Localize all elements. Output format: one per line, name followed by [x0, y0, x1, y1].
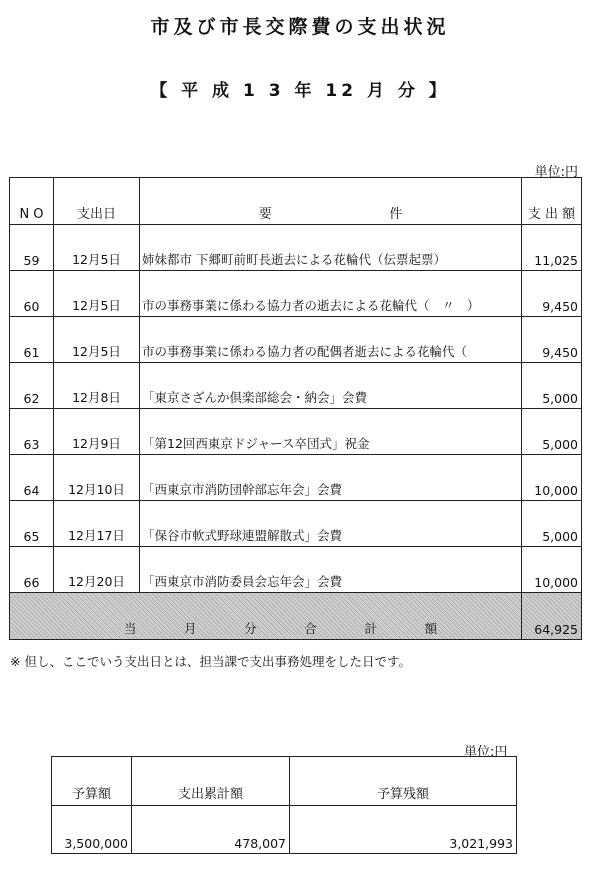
budget-value-row: [52, 806, 517, 854]
row-no: 59: [10, 225, 54, 271]
row-date: 12月17日: [54, 501, 140, 547]
total-label: [10, 593, 522, 640]
row-amount: 11,025: [522, 225, 582, 271]
row-no: 61: [10, 317, 54, 363]
total-row: [10, 593, 582, 640]
total-label-char: 額: [424, 621, 438, 636]
budget-header-budget: 予算額: [52, 757, 132, 806]
header-description-char-2: 件: [389, 207, 403, 222]
budget-table: [51, 756, 517, 854]
header-amount: 支 出 額: [522, 178, 582, 225]
remaining-value: 3,021,993: [290, 806, 517, 854]
total-label-char: 当: [123, 621, 137, 636]
budget-header-cumulative: 支出累計額: [132, 757, 290, 806]
row-amount: 9,450: [522, 271, 582, 317]
table-row: [10, 225, 582, 271]
row-description: 「西東京市消防団幹部忘年会」会費: [140, 455, 522, 501]
row-date: 12月9日: [54, 409, 140, 455]
row-amount: 5,000: [522, 409, 582, 455]
budget-unit-label: 単位:円: [464, 745, 508, 760]
header-date: 支出日: [54, 178, 140, 225]
row-date: 12月5日: [54, 271, 140, 317]
header-description-char-1: 要: [258, 207, 272, 222]
row-description: 「第12回西東京ドジャース卒団式」祝金: [140, 409, 522, 455]
row-amount: 5,000: [522, 363, 582, 409]
row-amount: 10,000: [522, 455, 582, 501]
table-row: [10, 455, 582, 501]
period-subtitle: 【 平 成 1 3 年 12 月 分 】: [150, 81, 450, 101]
budget-value: 3,500,000: [52, 806, 132, 854]
row-no: 60: [10, 271, 54, 317]
table-row: [10, 501, 582, 547]
row-no: 66: [10, 547, 54, 593]
total-label-char: 分: [244, 621, 257, 636]
budget-header-remaining: 予算残額: [290, 757, 517, 806]
row-amount: 5,000: [522, 501, 582, 547]
row-no: 62: [10, 363, 54, 409]
page-title: 市及び市長交際費の支出状況: [150, 16, 450, 38]
row-date: 12月10日: [54, 455, 140, 501]
row-no: 63: [10, 409, 54, 455]
table-row: [10, 547, 582, 593]
total-amount: 64,925: [522, 593, 582, 640]
row-date: 12月20日: [54, 547, 140, 593]
total-label-char: 月: [183, 621, 197, 636]
total-label-char: 計: [364, 621, 377, 636]
row-description: 市の事務事業に係わる協力者の逝去による花輪代（ 〃 ）: [140, 271, 522, 317]
row-no: 64: [10, 455, 54, 501]
row-description: 姉妹都市 下郷町前町長逝去による花輪代（伝票起票）: [140, 225, 522, 271]
table-header-row: [10, 178, 582, 225]
total-label-char: 合: [304, 621, 317, 636]
header-description: [140, 178, 522, 225]
row-no: 65: [10, 501, 54, 547]
table-row: [10, 317, 582, 363]
row-date: 12月5日: [54, 225, 140, 271]
table-row: [10, 271, 582, 317]
budget-header-row: [52, 757, 517, 806]
row-amount: 9,450: [522, 317, 582, 363]
row-description: 市の事務事業に係わる協力者の配偶者逝去による花輪代（: [140, 317, 522, 363]
table-row: [10, 363, 582, 409]
row-date: 12月5日: [54, 317, 140, 363]
table-row: [10, 409, 582, 455]
unit-label: 単位:円: [534, 165, 578, 180]
row-description: 「東京さざんか倶楽部総会・納会」会費: [140, 363, 522, 409]
row-description: 「保谷市軟式野球連盟解散式」会費: [140, 501, 522, 547]
row-amount: 10,000: [522, 547, 582, 593]
header-no: N O: [10, 178, 54, 225]
expense-table: [9, 177, 582, 640]
cumulative-value: 478,007: [132, 806, 290, 854]
row-date: 12月8日: [54, 363, 140, 409]
footnote: ※ 但し、ここでいう支出日とは、担当課で支出事務処理をした日です。: [10, 654, 411, 669]
row-description: 「西東京市消防委員会忘年会」会費: [140, 547, 522, 593]
